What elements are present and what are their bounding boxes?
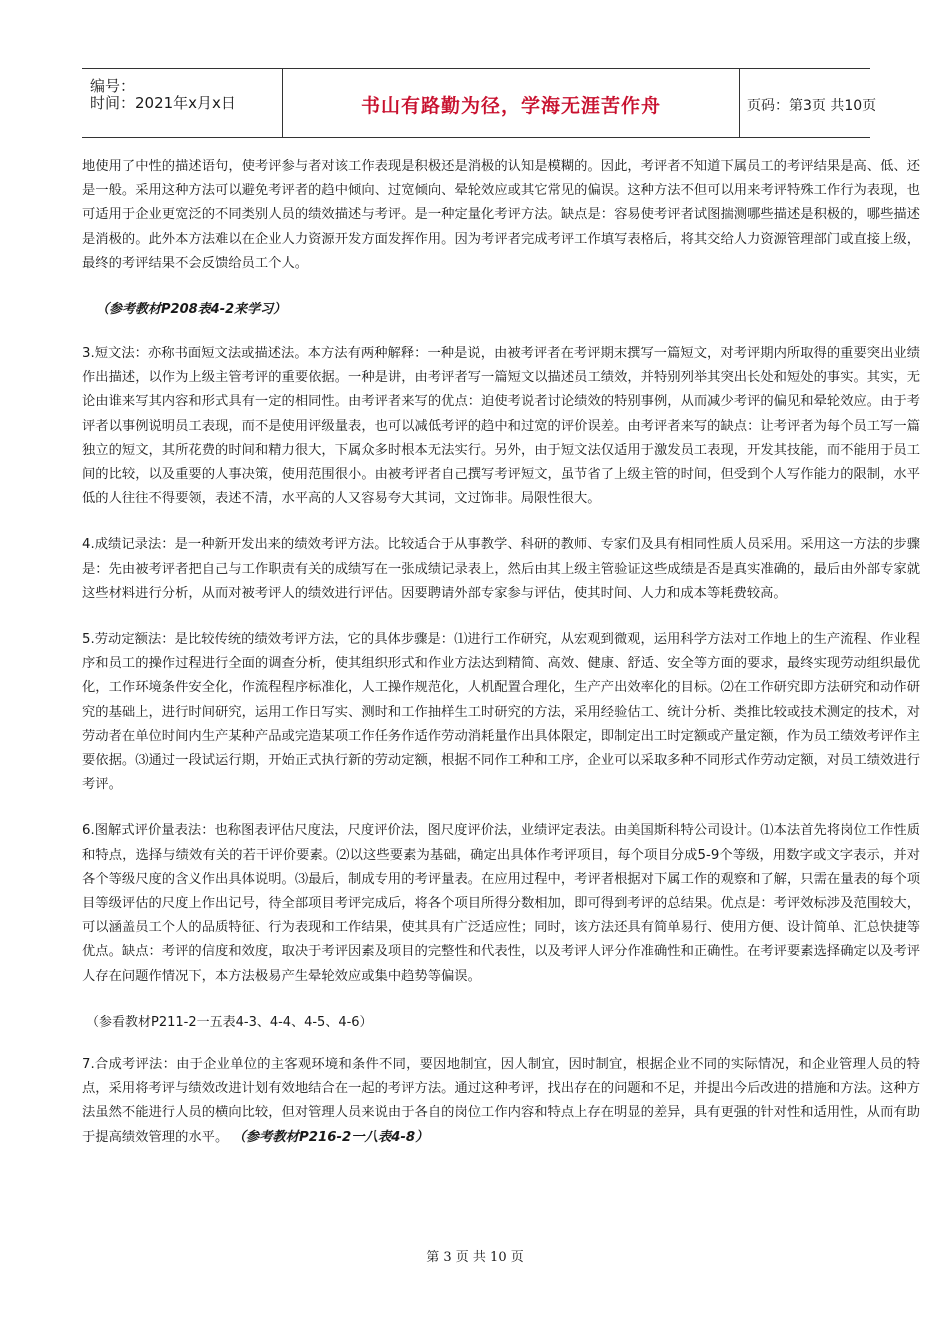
header-page-code: 页码：第3页 共10页 [747,98,877,114]
textbook-reference: （参考教材P208表4-2来学习） [96,302,287,318]
paragraph-performance-record-method: 4.成绩记录法：是一种新开发出来的绩效考评方法。比较适合于从事教学、科研的教师、专家们及具有相同性质人员采用。采用这一方法的步骤是：先由被考评者把自己与工作职责有关的成绩写在一张成绩记录表上，然后由其上级主管验证这些成绩是否是真实准确的，最后由外部专家就这些材料进行分析，从而对被考评人的绩效进行评估。因要聘请外部专家参与评估，使其时间、人力和成本等耗费较高。 [82,537,920,601]
header-motto-cell [282,69,740,137]
paragraph-essay-method: 3.短文法：亦称书面短文法或描述法。本方法有两种解释：一种是说，由被考评者在考评期末撰写一篇短文，对考评期内所取得的重要突出业绩作出描述，以作为上级主管考评的重要依据。一种是讲，由考评者写一篇短文以描述员工绩效，并特别列举其突出长处和短处的事实。其实，无论由谁来写其内容和形式具有一定的相同性。由考评者来写的优点：迫使考说者讨论绩效的特别事例，从而减少考评的偏见和晕轮效应。由于考评者以事例说明员工表现，而不是使用评级量表，也可以减低考评的趋中和过宽的评价误差。由考评者来写的缺点：让考评者为每个员工写一篇独立的短文，其所花费的时间和精力很大，下属众多时根本无法实行。另外，由于短文法仅适用于激发员工表现，开发其技能，而不能用于员工间的比较，以及重要的人事决策，使用范围很小。由被考评者自己撰写考评短文，虽节省了上级主管的时间，但受到个人写作能力的限制，水平低的人往往不得要领，表述不清，水平高的人又容易夸大其词，文过饰非。局限性很大。 [82,346,920,507]
paragraph-composite-method [82,1053,920,1150]
document-time: 时间：2021年x月x日 [90,94,236,112]
document-body [82,155,920,1172]
header-motto: 书山有路勤为径，学海无涯苦作舟 [360,95,661,117]
paragraph-continuation: 地使用了中性的描述语句，使考评参与者对该工作表现是积极还是消极的认知是模糊的。因此，考评者不知道下属员工的考评结果是高、低、还是一般。采用这种方法可以避免考评者的趋中倾向、过宽倾向、晕轮效应或其它常见的偏误。这种方法不但可以用来考评特殊工作行为表现，也可适用于企业更宽泛的不同类别人员的绩效描述与考评。是一种定量化考评方法。缺点是：容易使考评者试图揣测哪些描述是积极的，哪些描述是消极的。此外本方法难以在企业人力资源开发方面发挥作用。因为考评者完成考评工作填写表格后，将其交给人力资源管理部门或直接上级，最终的考评结果不会反馈给员工个人。 [82,159,920,271]
page-header [82,68,877,138]
textbook-reference: （参考教材P216-2一八表4-8） [232,1129,429,1145]
textbook-reference: （参看教材P211-2一五表4-3、4-4、4-5、4-6） [86,1014,373,1030]
document-number: 编号： [90,77,136,95]
page-footer: 第 3 页 共 10 页 [426,1250,524,1265]
paragraph-graphic-rating-scale-method: 6.图解式评价量表法：也称图表评估尺度法，尺度评价法，图尺度评价法，业绩评定表法。由美国斯科特公司设计。⑴本法首先将岗位工作性质和特点，选择与绩效有关的若干评价要素。⑵以这些要素为基础，确定出具体作考评项目，每个项目分成5-9个等级，用数字或文字表示，并对各个等级尺度的含义作出具体说明。⑶最后，制成专用的考评量表。在应用过程中，考评者根据对下属工作的观察和了解，只需在量表的每个项目等级评估的尺度上作出记号，待全部项目考评完成后，将各个项目所得分数相加，即可得到考评的总结果。优点是：考评效标涉及范围较大，可以涵盖员工个人的品质特征、行为表现和工作结果，使其具有广泛适应性；同时，该方法还具有简单易行、使用方便、设计简单、汇总快捷等优点。缺点：考评的信度和效度，取决于考评因素及项目的完整性和代表性，以及考评人评分作准确性和正确性。在考评要素选择确定以及考评人存在问题作情况下，本方法极易产生晕轮效应或集中趋势等偏误。 [82,823,920,984]
paragraph-text: 7.合成考评法：由于企业单位的主客观环境和条件不同，要因地制宜，因人制宜，因时制宜，根据企业不同的实际情况，和企业管理人员的特点，采用将考评与绩效改进计划有效地结合在一起的考评方法。通过这种考评，找出存在的问题和不足，并提出今后改进的措施和方法。这种方法虽然不能进行人员的横向比较，但对管理人员来说由于各自的岗位工作内容和特点上存在明显的差异，具有更强的针对性和适用性，从而有助于提高绩效管理的水平。 [82,1056,920,1145]
header-page-cell [739,69,877,137]
header-info-cell [82,69,282,137]
paragraph-labor-quota-method: 5.劳动定额法：是比较传统的绩效考评方法，它的具体步骤是：⑴进行工作研究，从宏观到微观，运用科学方法对工作地上的生产流程、作业程序和员工的操作过程进行全面的调查分析，使其组织形式和作业方法达到精简、高效、健康、舒适、安全等方面的要求，最终实现劳动组织最优化，工作环境条件安全化，作流程程序标准化，人工操作规范化，人机配置合理化，生产产出效率化的目标。⑵在工作研究即方法研究和动作研究的基础上，进行时间研究，运用工作日写实、测时和工作抽样生工时研究的方法，采用经验估工、统计分析、类推比较或技术测定的技术，对劳动者在单位时间内生产某种产品或完造某项工作任务作适作劳动消耗量作出具体限定，即制定出工时定额或产量定额，作为员工绩效考评作主要依据。⑶通过一段试运行期，开始正式执行新的劳动定额，根据不同作工种和工序，企业可以采取多种不同形式作劳动定额，对员工绩效进行考评。 [82,632,920,793]
